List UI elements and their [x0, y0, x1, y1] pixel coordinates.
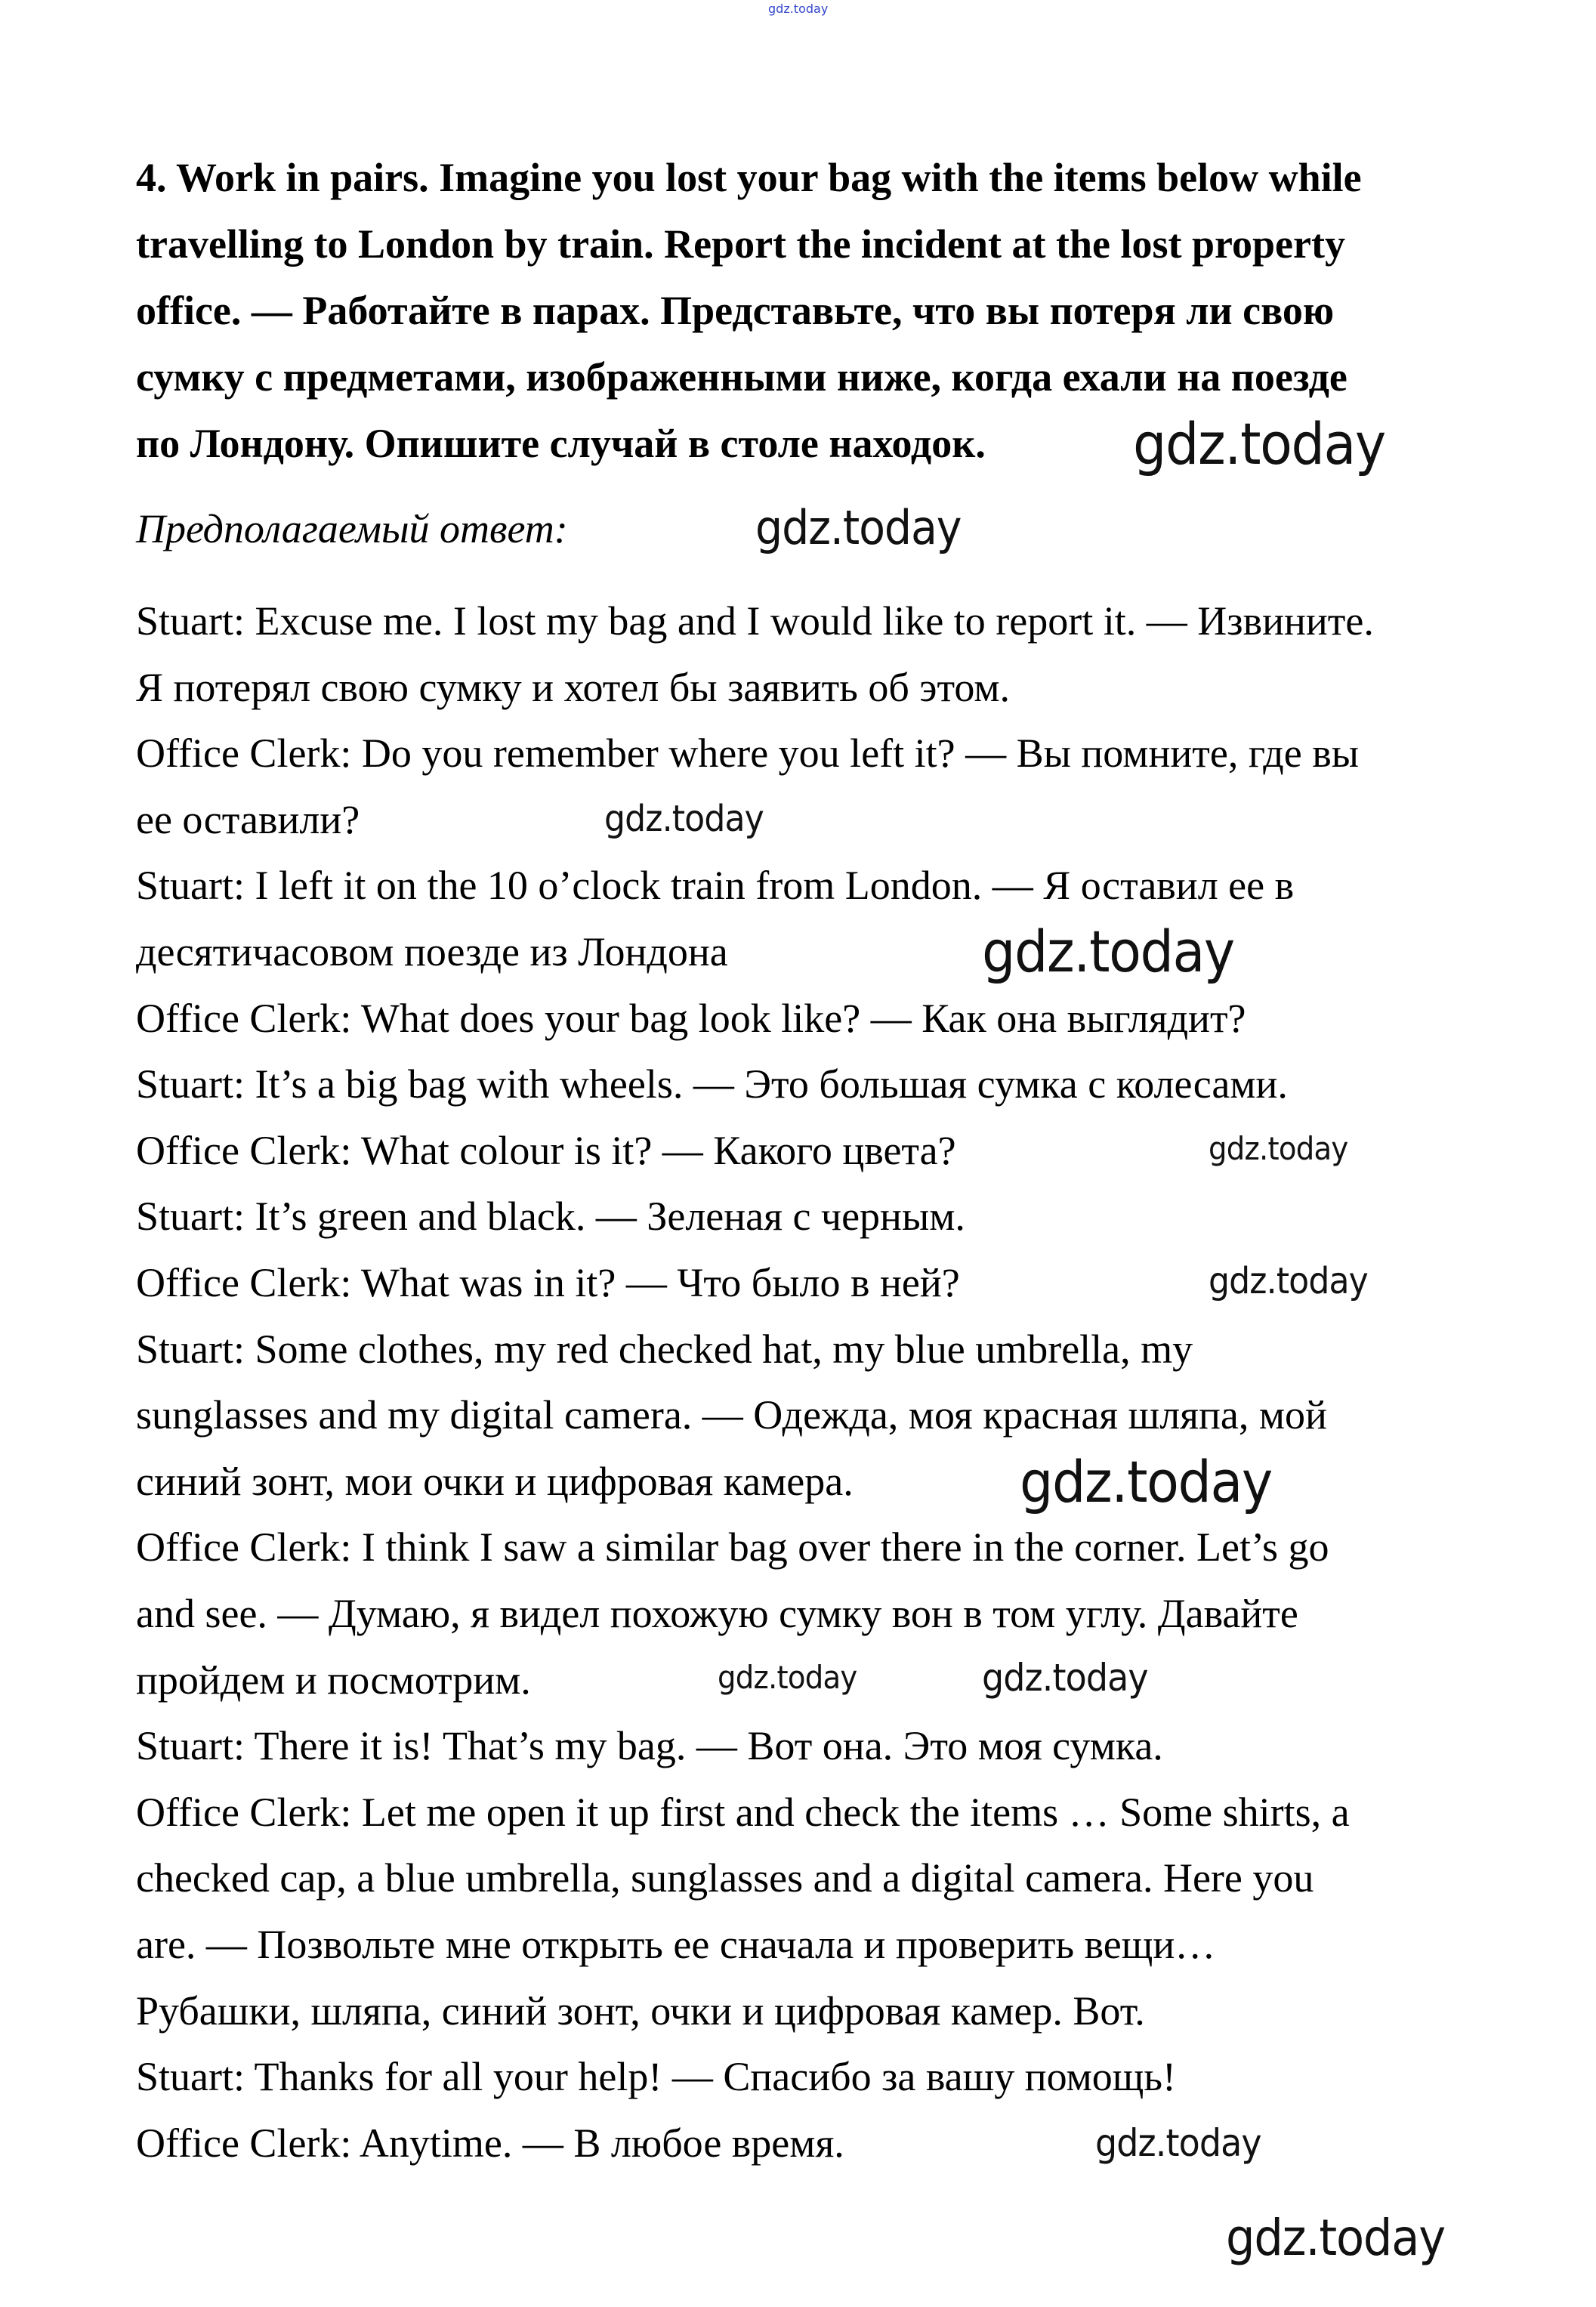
dialogue-line: Office Clerk: Do you remember where you left it? — Вы помните, где вы — [136, 730, 1359, 777]
dialogue-line: Stuart: Thanks for all your help! — Спасибо за вашу помощь! — [136, 2054, 1176, 2100]
dialogue-line: Stuart: Some clothes, my red checked hat, my blue umbrella, my — [136, 1326, 1193, 1372]
dialogue-line: пройдем и посмотрим. — [136, 1657, 531, 1703]
task-line: 4. Work in pairs. Imagine you lost your bag with the items below while — [136, 155, 1362, 200]
dialogue-line: Stuart: I left it on the 10 o’clock train from London. — Я оставил ее в — [136, 863, 1295, 909]
dialogue-line: Stuart: Excuse me. I lost my bag and I would like to report it. — Извините. — [136, 598, 1374, 644]
dialogue-line: Office Clerk: Anytime. — В любое время. — [136, 2120, 844, 2166]
watermark: gdz.today — [718, 1659, 857, 1696]
watermark: gdz.today — [1020, 1448, 1272, 1515]
watermark: gdz.today — [755, 500, 962, 555]
dialogue-line: Stuart: It’s a big bag with wheels. — Это большая сумка с колесами. — [136, 1061, 1288, 1107]
dialogue-line: Рубашки, шляпа, синий зонт, очки и цифровая камер. Вот. — [136, 1987, 1145, 2034]
dialogue-line: checked cap, a blue umbrella, sunglasses and a digital camera. Here you — [136, 1855, 1314, 1901]
dialogue-line: Office Clerk: What colour is it? — Какого цвета? — [136, 1127, 956, 1173]
watermark: gdz.today — [1133, 410, 1385, 477]
task-line: сумку с предметами, изображенными ниже, когда ехали на поезде — [136, 354, 1347, 400]
watermark: gdz.today — [982, 1656, 1148, 1700]
answer-label: Предполагаемый ответ: — [136, 506, 568, 551]
dialogue-line: sunglasses and my digital camera. — Одежда, моя красная шляпа, мой — [136, 1392, 1327, 1438]
dialogue-line: Office Clerk: What does your bag look like? — Как она выглядит? — [136, 995, 1246, 1041]
dialogue-line: Stuart: It’s green and black. — Зеленая с черным. — [136, 1194, 965, 1240]
dialogue-line: Office Clerk: Let me open it up first and check the items … Some shirts, a — [136, 1789, 1350, 1835]
dialogue-line: синий зонт, мои очки и цифровая камера. — [136, 1458, 854, 1504]
dialogue-line: are. — Позвольте мне открыть ее сначала и проверить вещи… — [136, 1922, 1216, 1967]
watermark: gdz.today — [1209, 1260, 1368, 1302]
dialogue-line: Office Clerk: What was in it? — Что было в ней? — [136, 1260, 960, 1305]
watermark: gdz.today — [1095, 2121, 1261, 2165]
dialogue-line: ее оставили? — [136, 796, 360, 842]
task-line: office. — Работайте в парах. Представьте, что вы потеря ли свою — [136, 288, 1335, 333]
task-line: по Лондону. Опишите случай в столе находок. — [136, 421, 986, 466]
task-line: travelling to London by train. Report the incident at the lost property — [136, 221, 1345, 267]
watermark: gdz.today — [982, 918, 1234, 985]
watermark: gdz.today — [604, 798, 764, 840]
dialogue-line: Я потерял свою сумку и хотел бы заявить об этом. — [136, 664, 1011, 710]
dialogue-line: Stuart: There it is! That’s my bag. — Вот она. Это моя сумка. — [136, 1723, 1163, 1769]
dialogue-line: and see. — Думаю, я видел похожую сумку вон в том углу. Давайте — [136, 1591, 1298, 1636]
top-watermark: gdz.today — [768, 2, 829, 16]
watermark: gdz.today — [1209, 1130, 1348, 1167]
dialogue-line: десятичасовом поезде из Лондона — [136, 929, 728, 974]
watermark: gdz.today — [1226, 2209, 1445, 2267]
dialogue-line: Office Clerk: I think I saw a similar bag over there in the corner. Let’s go — [136, 1524, 1329, 1570]
